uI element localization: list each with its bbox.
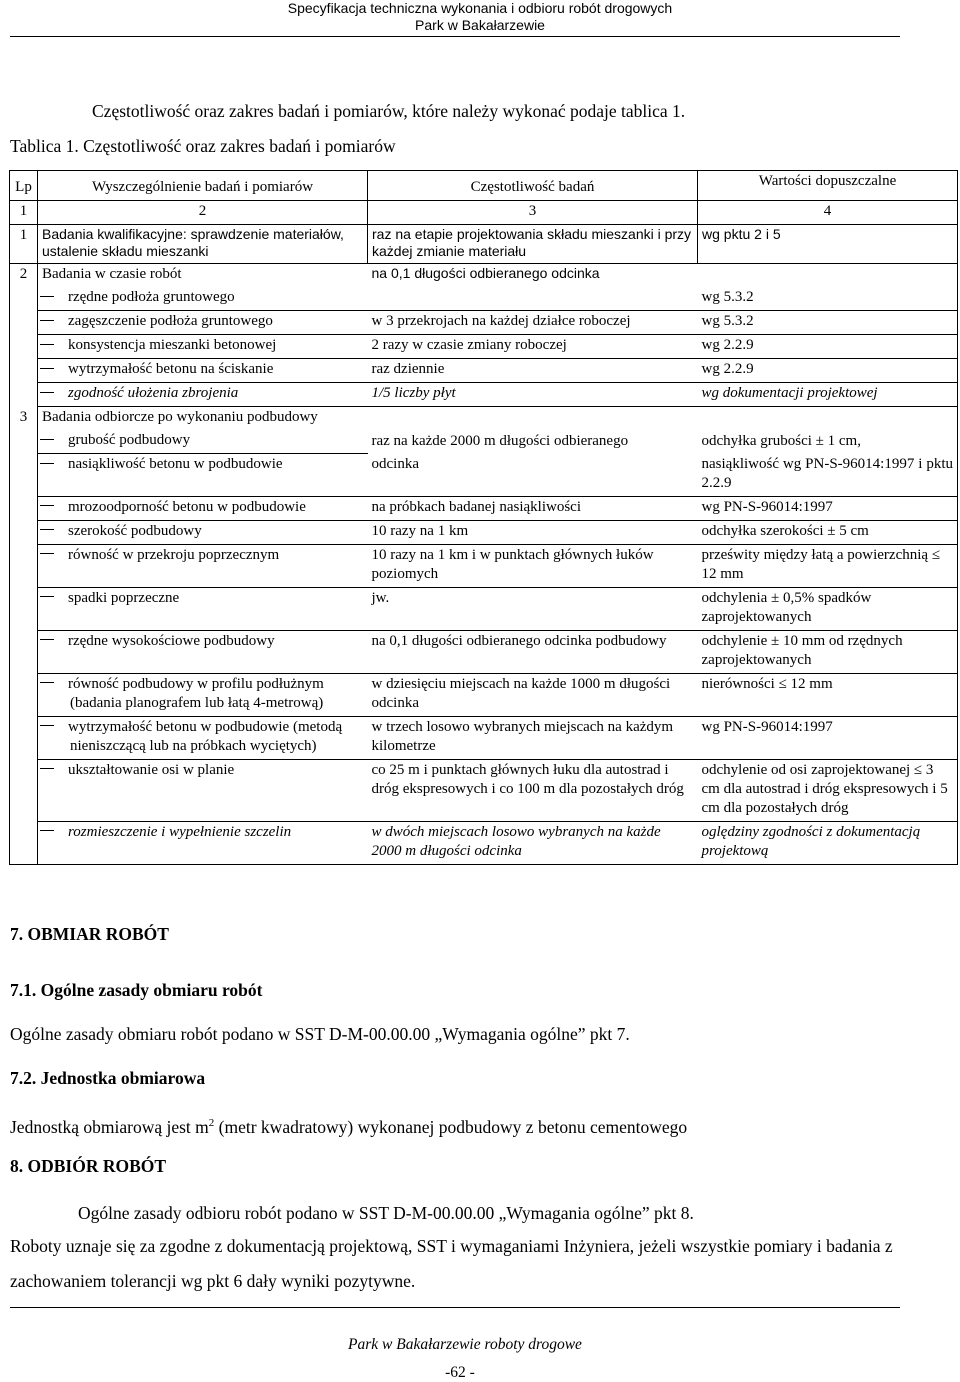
table-row — [10, 716, 958, 759]
section-7-title: 7. OBMIAR ROBÓT — [10, 924, 169, 944]
row3-item-7-tol: odchylenie ± 10 mm od rzędnych zaprojektowanych — [698, 630, 958, 673]
row3-item-6-freq: jw. — [368, 587, 698, 630]
row3-title-freq — [368, 407, 698, 431]
row3-item-8-spec — [38, 673, 368, 716]
table-row — [10, 454, 958, 497]
row3-item-10-text: ukształtowanie osi w planie — [68, 761, 235, 778]
row2-item-1-text: rzędne podłoża gruntowego — [68, 289, 235, 305]
dash-bullet — [40, 368, 54, 369]
col-num-2: 2 — [38, 201, 368, 225]
table-row — [10, 821, 958, 864]
row1-freq: raz na etapie projektowania składu mieszanki i przy każdej zmianie materiału — [368, 225, 698, 264]
dash-bullet — [40, 768, 54, 769]
row3-item-3-text: mrozoodporność betonu w podbudowie — [68, 498, 306, 515]
page-number: -62 - — [445, 1364, 475, 1381]
table-row — [10, 383, 958, 407]
row2-title: Badania w czasie robót — [42, 266, 182, 282]
row2-item-2-tol: wg 5.3.2 — [698, 311, 958, 335]
row3-item-9-tol: wg PN-S-96014:1997 — [698, 716, 958, 759]
table-row — [10, 311, 958, 335]
row3-item-4-spec — [38, 520, 368, 544]
section-8-title: 8. ODBIÓR ROBÓT — [10, 1156, 167, 1176]
page-header — [0, 0, 960, 34]
dash-bullet — [40, 596, 54, 597]
dash-bullet — [40, 392, 54, 393]
header-title: Specyfikacja techniczna wykonania i odbioru robót drogowych — [287, 0, 673, 16]
header-subtitle: Park w Bakałarzewie — [415, 17, 545, 33]
row3-item-2-spec — [38, 454, 368, 497]
row3-item-6-text: spadki poprzeczne — [68, 589, 180, 606]
dash-bullet — [40, 505, 54, 506]
unit-text-pre: Jednostką obmiarową jest m — [10, 1116, 209, 1137]
row2-item-1-tol: wg 5.3.2 — [698, 287, 958, 311]
dash-bullet — [40, 344, 54, 345]
row2-item-3-freq: 2 razy w czasie zmiany roboczej — [368, 335, 698, 359]
col-num-3: 3 — [368, 201, 698, 225]
row3-item-9-freq: w trzech losowo wybranych miejscach na każdym kilometrze — [368, 716, 698, 759]
table-row — [10, 430, 958, 454]
row2-title-freq: na 0,1 długości odbieranego odcinka — [371, 265, 600, 281]
intro-text: Częstotliwość oraz zakres badań i pomiarów, które należy wykonać podaje tablica 1. — [92, 101, 686, 121]
row2-item-5-tol: wg dokumentacji projektowej — [698, 383, 958, 407]
row2-item-5-freq: 1/5 liczby płyt — [368, 383, 698, 407]
section-7-2-text — [10, 1106, 687, 1145]
tests-table — [9, 170, 958, 865]
table-row — [10, 225, 958, 264]
table-row — [10, 759, 958, 821]
row3-item-11-spec — [38, 821, 368, 864]
row3-item-1-tol: odchyłka grubości ± 1 cm, — [698, 430, 958, 454]
row2-item-5-spec — [38, 383, 368, 407]
row3-item-4-freq: 10 razy na 1 km — [368, 520, 698, 544]
table-row — [10, 673, 958, 716]
head-lp: Lp — [10, 171, 38, 201]
section-7-1-title: 7.1. Ogólne zasady obmiaru robót — [10, 980, 263, 1000]
dash-bullet — [40, 529, 54, 530]
row2-item-2-text: zagęszczenie podłoża gruntowego — [68, 313, 273, 329]
row3-item-5-freq: 10 razy na 1 km i w punktach głównych łuków poziomych — [368, 544, 698, 587]
row3-lp: 3 — [10, 407, 38, 865]
col-num-1: 1 — [10, 201, 38, 225]
dash-bullet — [40, 463, 54, 464]
row2-item-4-text: wytrzymałość betonu na ściskanie — [68, 361, 274, 377]
footer-divider — [10, 1307, 900, 1308]
row1-spec: Badania kwalifikacyjne: sprawdzenie materiałów, ustalenie składu mieszanki — [38, 225, 368, 264]
dash-bullet — [40, 553, 54, 554]
head-spec: Wyszczególnienie badań i pomiarów — [38, 171, 368, 201]
row3-item-3-spec — [38, 496, 368, 520]
table-caption: Tablica 1. Częstotliwość oraz zakres badań i pomiarów — [10, 136, 396, 156]
row3-item-7-freq: na 0,1 długości odbieranego odcinka podbudowy — [368, 630, 698, 673]
row2-title-tol — [698, 264, 958, 288]
row2-item-4-tol: wg 2.2.9 — [698, 359, 958, 383]
col-num-4: 4 — [698, 201, 958, 225]
row3-item-4-tol: odchyłka szerokości ± 5 cm — [698, 520, 958, 544]
table-row — [10, 587, 958, 630]
footer-text: Park w Bakałarzewie roboty drogowe — [348, 1336, 582, 1353]
row2-item-3-text: konsystencja mieszanki betonowej — [68, 337, 277, 353]
unit-text-post: (metr kwadratowy) wykonanej podbudowy z betonu cementowego — [214, 1116, 688, 1137]
row3-item-10-tol: odchylenie od osi zaprojektowanej ≤ 3 cm dla autostrad i dróg ekspresowych i 5 cm dla pozostałych dróg — [698, 759, 958, 821]
table-num-row — [10, 201, 958, 225]
row3-item-6-tol: odchylenia ± 0,5% spadków zaprojektowanych — [698, 587, 958, 630]
row3-item-5-text: równość w przekroju poprzecznym — [68, 546, 280, 563]
row2-item-2-freq: w 3 przekrojach na każdej działce roboczej — [368, 311, 698, 335]
section-7-2-title: 7.2. Jednostka obmiarowa — [10, 1068, 206, 1088]
row3-item-3-freq: na próbkach badanej nasiąkliwości — [368, 496, 698, 520]
row1-lp: 1 — [10, 225, 38, 264]
dash-bullet — [40, 830, 54, 831]
head-freq: Częstotliwość badań — [368, 171, 698, 201]
row2-item-5-text: zgodność ułożenia zbrojenia — [68, 385, 239, 401]
dash-bullet — [40, 639, 54, 640]
row3-item-11-tol: oględziny zgodności z dokumentacją projektową — [698, 821, 958, 864]
row3-item-7-spec — [38, 630, 368, 673]
row3-item-11-text: rozmieszczenie i wypełnienie szczelin — [68, 823, 292, 840]
table-row — [10, 630, 958, 673]
row2-item-1-spec — [38, 287, 368, 311]
row2-lp: 2 — [10, 264, 38, 407]
table-row — [10, 407, 958, 431]
dash-bullet — [40, 725, 54, 726]
table-row — [10, 359, 958, 383]
row3-item-9-text: wytrzymałość betonu w podbudowie (metodą nieniszczącą lub na próbkach wyciętych) — [68, 718, 343, 754]
row3-item-8-freq: w dziesięciu miejscach na każde 1000 m długości odcinka — [368, 673, 698, 716]
row3-item-1-spec — [38, 430, 368, 454]
row2-item-4-freq: raz dziennie — [368, 359, 698, 383]
row3-item-8-text: równość podbudowy w profilu podłużnym (badania planografem lub łatą 4-metrową) — [68, 675, 324, 711]
row3-item-9-spec — [38, 716, 368, 759]
dash-bullet — [40, 682, 54, 683]
dash-bullet — [40, 439, 54, 440]
row2-item-2-spec — [38, 311, 368, 335]
row2-item-3-spec — [38, 335, 368, 359]
row3-item-3-tol: wg PN-S-96014:1997 — [698, 496, 958, 520]
table-row — [10, 264, 958, 288]
section-8-text-1: Ogólne zasady odbioru robót podano w SST D-M-00.00.00 „Wymagania ogólne” pkt 8. — [78, 1203, 694, 1223]
row3-item-10-spec — [38, 759, 368, 821]
row3-item-2-freq: odcinka — [368, 454, 698, 497]
row3-item-7-text: rzędne wysokościowe podbudowy — [68, 632, 275, 649]
row2-item-4-spec — [38, 359, 368, 383]
row3-item-8-tol: nierówności ≤ 12 mm — [698, 673, 958, 716]
row3-item-2-tol: nasiąkliwość wg PN-S-96014:1997 i pktu 2.2.9 — [698, 454, 958, 497]
row3-item-5-tol: prześwity między łatą a powierzchnią ≤ 12 mm — [698, 544, 958, 587]
dash-bullet — [40, 320, 54, 321]
unit-superscript: 2 — [208, 1117, 215, 1129]
row3-item-11-freq: w dwóch miejscach losowo wybranych na każde 2000 m długości odcinka — [368, 821, 698, 864]
dash-bullet — [40, 296, 54, 297]
row3-item-5-spec — [38, 544, 368, 587]
row3-item-10-freq: co 25 m i punktach głównych łuku dla autostrad i dróg ekspresowych i co 100 m dla pozostałych dróg — [368, 759, 698, 821]
row3-title: Badania odbiorcze po wykonaniu podbudowy — [42, 409, 318, 425]
table-row — [10, 496, 958, 520]
row3-title-tol — [698, 407, 958, 431]
row2-item-3-tol: wg 2.2.9 — [698, 335, 958, 359]
table-row — [10, 544, 958, 587]
row3-item-6-spec — [38, 587, 368, 630]
head-tol: Wartości dopuszczalne — [698, 171, 958, 201]
header-divider — [10, 36, 900, 37]
row2-item-1-freq — [368, 287, 698, 311]
table-row — [10, 287, 958, 311]
table-row — [10, 520, 958, 544]
section-7-1-text: Ogólne zasady obmiaru robót podano w SST D-M-00.00.00 „Wymagania ogólne” pkt 7. — [10, 1024, 630, 1044]
table-head-row — [10, 171, 958, 201]
row3-item-1-text: grubość podbudowy — [68, 432, 191, 448]
row3-item-2-text: nasiąkliwość betonu w podbudowie — [68, 456, 283, 472]
table-row — [10, 335, 958, 359]
row3-item-1-freq: raz na każde 2000 m długości odbieranego — [371, 432, 629, 449]
row3-item-4-text: szerokość podbudowy — [68, 522, 202, 539]
row1-tol: wg pktu 2 i 5 — [698, 225, 958, 264]
section-8-text-2: Roboty uznaje się za zgodne z dokumentacją projektową, SST i wymaganiami Inżyniera, jeżeli wszystkie pomiary i badania z zachowaniem tolerancji wg pkt 6 dały wyniki pozytywne. — [10, 1236, 893, 1291]
